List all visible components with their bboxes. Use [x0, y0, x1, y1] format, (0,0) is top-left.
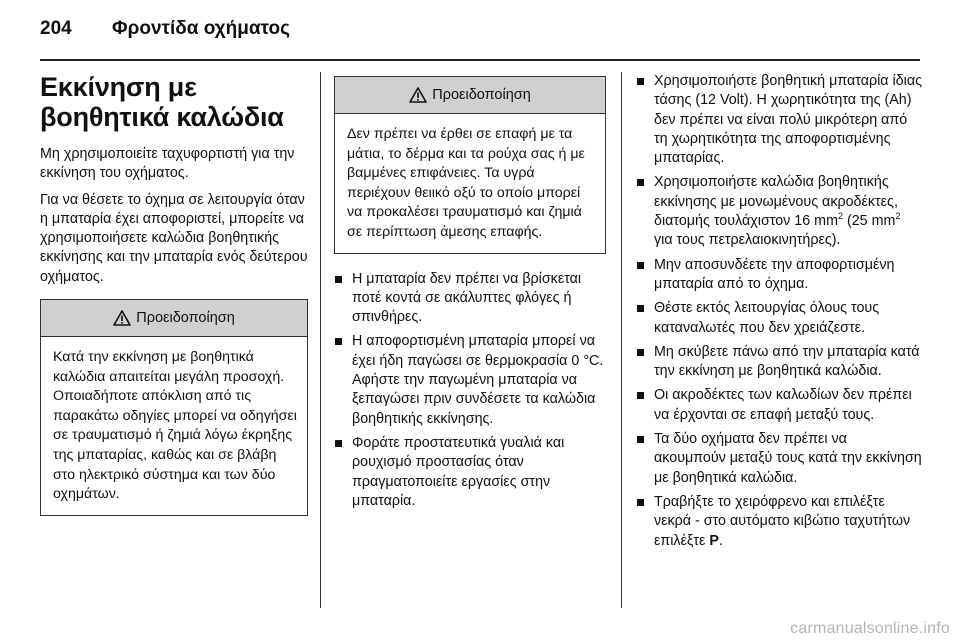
warning-title: Προειδοποίηση [432, 87, 531, 103]
list-item: Τα δύο οχήματα δεν πρέπει να ακουμπούν μεταξύ τους κατά την εκκίνηση με βοηθητικά καλώδια. [636, 430, 922, 488]
warning-header [41, 300, 307, 337]
list-item: Φοράτε προστατευτικά γυαλιά και ρουχισμό προστασίας όταν πραγματοποιείτε εργασίες στην μπαταρία. [334, 434, 606, 511]
warning-triangle-icon [113, 310, 131, 326]
section-title: Φροντίδα οχήματος [112, 18, 290, 39]
warning-header [335, 77, 605, 114]
bullet-square-icon [335, 440, 342, 447]
warning-text: Κατά την εκκίνηση με βοηθητικά καλώδια απαιτείται μεγάλη προσοχή. Οποιαδήποτε απόκλιση από τις παρακάτω οδηγίες μπορεί να οδηγήσει σε τραυματισμό ή ζημιά λόγω έκρηξης της μπαταρίας, καθώς και σε βλάβη στο ηλεκτρικό σύστημα και των δύο οχημάτων. [53, 349, 297, 503]
header-rule [40, 59, 920, 61]
list-item: Χρησιμοποιήστε βοηθητική μπαταρία ίδιας τάσης (12 Volt). Η χωρητικότητα της (Ah) δεν πρέπει να είναι πολύ μικρότερη από τη χωρητικότητα της αποφορτισμένης μπαταρίας. [636, 72, 922, 168]
page-number: 204 [40, 18, 72, 39]
watermark: carmanualsonline.info [790, 620, 950, 637]
warning-title: Προειδοποίηση [136, 310, 235, 327]
bullet-square-icon [637, 499, 644, 506]
bullet-list [636, 72, 922, 551]
list-item: Η αποφορτισμένη μπαταρία μπορεί να έχει ήδη παγώσει σε θερμοκρασία 0 °C. Αφήστε την παγωμένη μπαταρία να ξεπαγώσει πριν συνδέσετε τα καλώδια βοηθητικής εκκίνησης. [334, 332, 606, 428]
bullet-list [334, 270, 606, 512]
column-3 [636, 72, 922, 556]
bullet-square-icon [637, 179, 644, 186]
bullet-square-icon [637, 305, 644, 312]
list-item: Τραβήξτε το χειρόφρενο και επιλέξτε νεκρά - στο αυτόματο κιβώτιο ταχυτήτων επιλέξτε P. [636, 493, 922, 551]
paragraph: Μη χρησιμοποιείτε ταχυφορτιστή για την εκκίνηση του οχήματος. [40, 146, 295, 182]
list-item: Η μπαταρία δεν πρέπει να βρίσκεται ποτέ κοντά σε ακάλυπτες φλόγες ή σπινθήρες. [334, 270, 606, 328]
warning-box [40, 299, 308, 516]
warning-box [334, 76, 606, 254]
warning-triangle-icon [409, 87, 427, 103]
list-item: Θέστε εκτός λειτουργίας όλους τους καταναλωτές που δεν χρειάζεστε. [636, 299, 922, 338]
list-item: Χρησιμοποιήστε καλώδια βοηθητικής εκκίνησης με μονωμένους ακροδέκτες, διατομής τουλάχιστον 16 $mm^2$ (25 $mm^2$ για τους πετρελαιοκινητήρες). [636, 173, 922, 250]
column-divider [621, 72, 622, 608]
bullet-square-icon [637, 349, 644, 356]
list-item: Μην αποσυνδέετε την αποφορτισμένη μπαταρία από το όχημα. [636, 256, 922, 295]
list-item: Μη σκύβετε πάνω από την μπαταρία κατά την εκκίνηση με βοηθητικά καλώδια. [636, 343, 922, 382]
column-1 [40, 72, 308, 526]
bullet-square-icon [637, 392, 644, 399]
bullet-square-icon [335, 276, 342, 283]
warning-text: Δεν πρέπει να έρθει σε επαφή με τα μάτια, το δέρμα και τα ρούχα σας ή με βαμμένες επιφάνειες. Τα υγρά περιέχουν θειικό οξύ το οποίο μπορεί να προκαλέσει τραυματισμό και ζημιά σε περίπτωση άμεσης επαφής. [347, 126, 585, 240]
bullet-square-icon [335, 338, 342, 345]
column-divider [320, 72, 321, 608]
paragraph: Για να θέσετε το όχημα σε λειτουργία όταν η μπαταρία έχει αποφοριστεί, μπορείτε να χρησιμοποιήσετε καλώδια βοηθητικής εκκίνησης και την μπαταρία ενός δεύτερου οχήματος. [40, 191, 308, 285]
bullet-square-icon [637, 78, 644, 85]
bullet-square-icon [637, 262, 644, 269]
page-title: Εκκίνηση με βοηθητικά καλώδια [40, 72, 284, 132]
page-header [40, 12, 920, 52]
bullet-square-icon [637, 436, 644, 443]
list-item: Οι ακροδέκτες των καλωδίων δεν πρέπει να έρχονται σε επαφή μεταξύ τους. [636, 386, 922, 425]
column-2 [334, 72, 606, 516]
